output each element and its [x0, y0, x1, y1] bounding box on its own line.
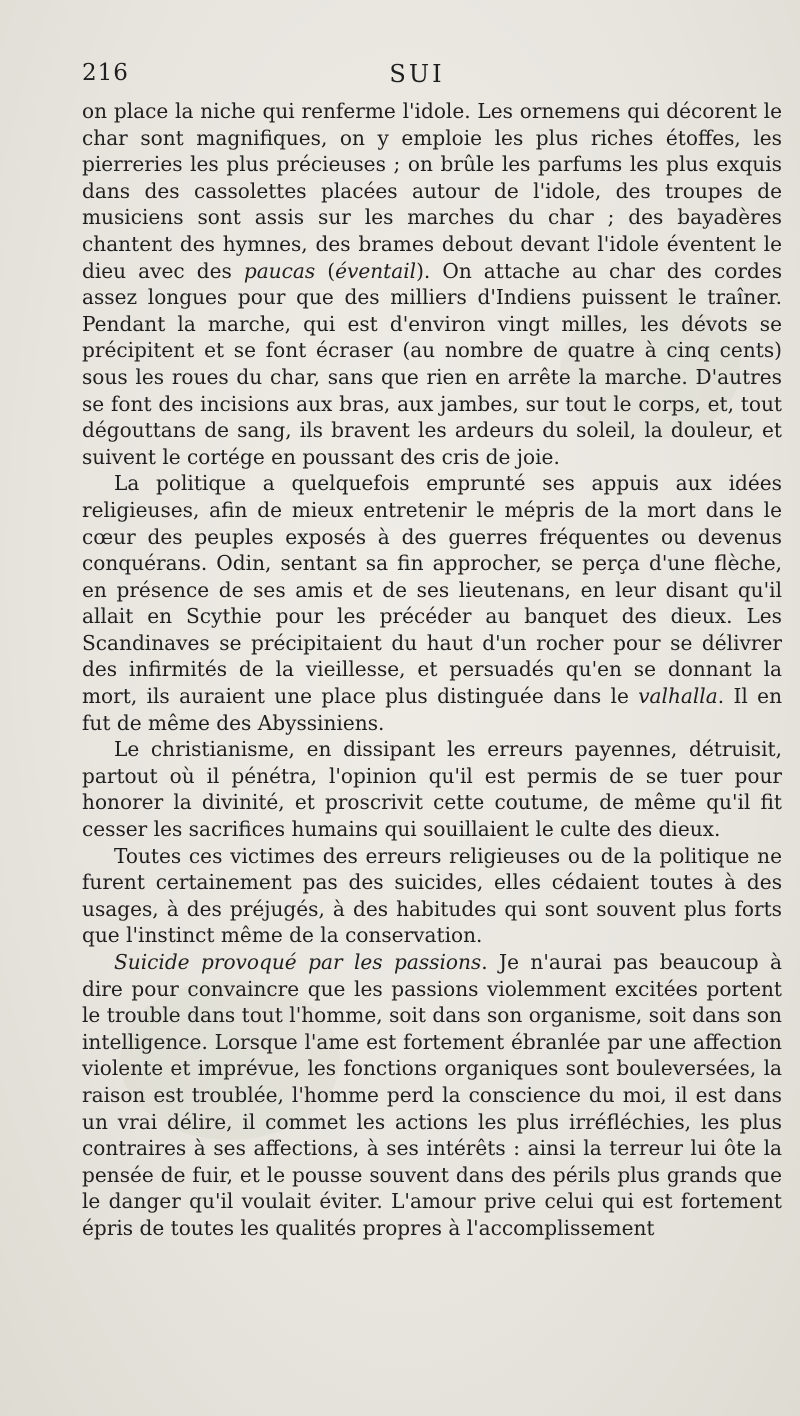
- italic-term-paucas: paucas: [243, 258, 316, 283]
- section-heading-italic: Suicide provoqué par les passions: [114, 950, 482, 974]
- italic-term-eventail: éventail: [335, 258, 417, 283]
- text-run: La politique a quelquefois emprunté ses appuis aux idées religieuses, afin de mieux entretenir le mépris de la mort dans le cœur des peuples exposés à des guerres fréquentes ou devenus conquérans. Odin, sentant sa fin approcher, se perça d'une flèche, en présence de ses amis et de ses lieutenans, en leur disant qu'il allait en Scythie pour les précéder au banquet des dieux. Les Scandinaves se précipitaient du haut d'un rocher pour se délivrer des infirmités de la vieillesse, et persuadés qu'en se donnant la mort, ils auraient une place plus distinguée dans le: [82, 471, 782, 709]
- text-run: ). On attache au char des cordes assez longues pour que des milliers d'Indiens puissent le traîner. Pendant la marche, qui est d'environ vingt milles, les dévots se précipitent et se font écraser (au nombre de quatre à cinq cents) sous les roues du char, sans que rien en arrête la marche. D'autres se font des incisions aux bras, aux jambes, sur tout le corps, et, tout dégouttans de sang, ils bravent les ardeurs du soleil, la douleur, et suivent le cortége en poussant des cris de joie.: [82, 258, 783, 469]
- running-head: SUI: [389, 60, 445, 88]
- page-number: 216: [82, 60, 129, 86]
- italic-term-valhalla: valhalla: [638, 684, 718, 709]
- text-run: (: [315, 258, 336, 283]
- paragraph-suicide-passions: [82, 949, 782, 1242]
- paragraph-victimes: [82, 843, 782, 949]
- text-run: . Il en fut de même des Abyssiniens.: [82, 684, 783, 735]
- page-header: [82, 60, 752, 96]
- text-run: Toutes ces victimes des erreurs religieuses ou de la politique ne furent certainement pas des suicides, elles cédaient toutes à des usages, à des préjugés, à des habitudes qui sont souvent plus forts que l'instinct même de la conservation.: [82, 843, 782, 948]
- paragraph-politique: [82, 470, 782, 736]
- paragraph-christianisme: [82, 736, 782, 842]
- text-run: . Je n'aurai pas beaucoup à dire pour convaincre que les passions violemment excitées portent le trouble dans tout l'homme, soit dans son organisme, soit dans son intelligence. Lorsque l'ame est fortement ébranlée par une affection violente et imprévue, les fonctions organiques sont bouleversées, la raison est troublée, l'homme perd la conscience du moi, il est dans un vrai délire, il commet les actions les plus irréfléchies, les plus contraires à ses affections, à ses intérêts : ainsi la terreur lui ôte la pensée de fuir, et le pousse souvent dans des périls plus grands que le danger qu'il voulait éviter. L'amour prive celui qui est fortement épris de toutes les qualités propres à l'accomplissement: [82, 950, 782, 1240]
- text-run: on place la niche qui renferme l'idole. Les ornemens qui décorent le char sont magnifiques, on y emploie les plus riches étoffes, les pierreries les plus précieuses ; on brûle les parfums les plus exquis dans des cassolettes placées autour de l'idole, des troupes de musiciens sont assis sur les marches du char ; des bayadères chantent des hymnes, des brames debout devant l'idole éventent le dieu avec des: [82, 99, 782, 283]
- paragraph-char-procession: [82, 98, 782, 470]
- text-run: Le christianisme, en dissipant les erreurs payennes, détruisit, partout où il pénétra, l'opinion qu'il est permis de se tuer pour honorer la divinité, et proscrivit cette coutume, de même qu'il fit cesser les sacrifices humains qui souillaient le culte des dieux.: [82, 737, 782, 842]
- body-text: [82, 98, 782, 1242]
